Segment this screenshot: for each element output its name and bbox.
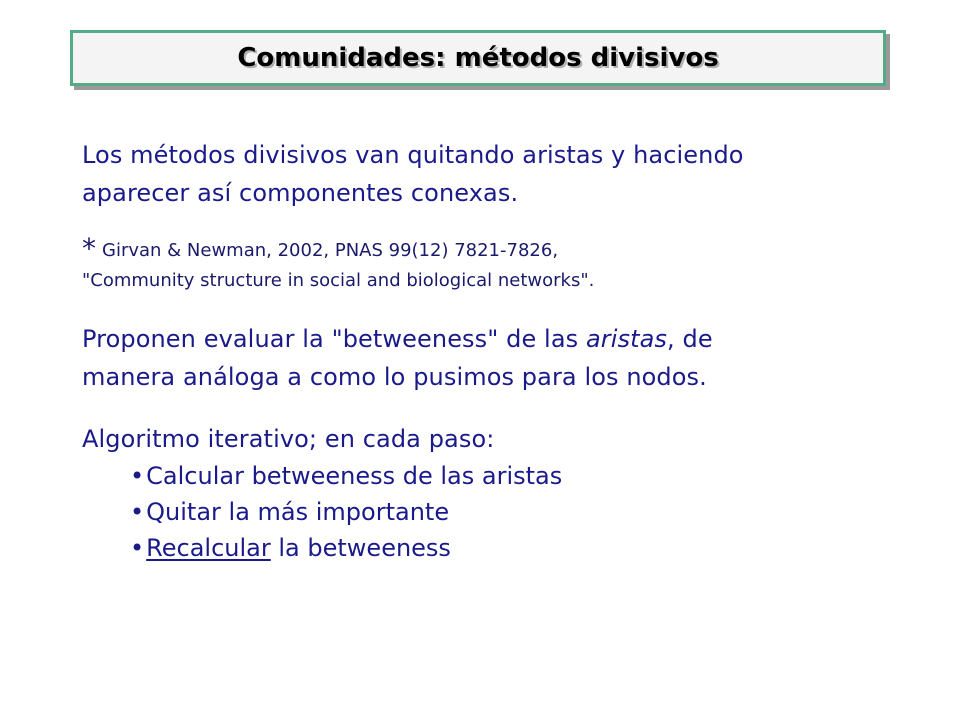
proposal-line-2: manera análoga a como lo pusimos para los nodos. [82, 363, 707, 391]
reference-line-1 [82, 234, 902, 266]
step-label: Quitar la más importante [146, 498, 450, 526]
algorithm-step-2 [82, 494, 902, 530]
slide-title: Comunidades: métodos divisivos [237, 43, 719, 73]
intro-line-1: Los métodos divisivos van quitando aristas y haciendo [82, 141, 744, 169]
step-label-rest: la betweeness [270, 534, 451, 562]
bullet-icon: • [130, 498, 145, 526]
proposal-text-after: , de [667, 325, 713, 353]
algorithm-heading: Algoritmo iterativo; en cada paso: [82, 425, 495, 453]
proposal-text-before: Proponen evaluar la "betweeness" de las [82, 325, 586, 353]
intro-line-2: aparecer así componentes conexas. [82, 179, 519, 207]
proposal-line-1 [82, 320, 902, 358]
reference-citation: Girvan & Newman, 2002, PNAS 99(12) 7821-7826, [102, 240, 559, 261]
algorithm-step-3 [82, 530, 902, 566]
step-underlined-word: Recalcular [146, 534, 271, 562]
reference-marker: * [82, 232, 96, 265]
bullet-icon: • [130, 462, 145, 490]
bullet-icon: • [130, 534, 145, 562]
title-box [70, 30, 886, 86]
algorithm-step-1 [82, 458, 902, 494]
algorithm-steps [82, 458, 902, 566]
step-label: Calcular betweeness de las aristas [146, 462, 563, 490]
reference-line-2: "Community structure in social and biological networks". [82, 270, 595, 291]
proposal-emphasis: aristas [585, 325, 668, 353]
slide-body [82, 136, 902, 566]
